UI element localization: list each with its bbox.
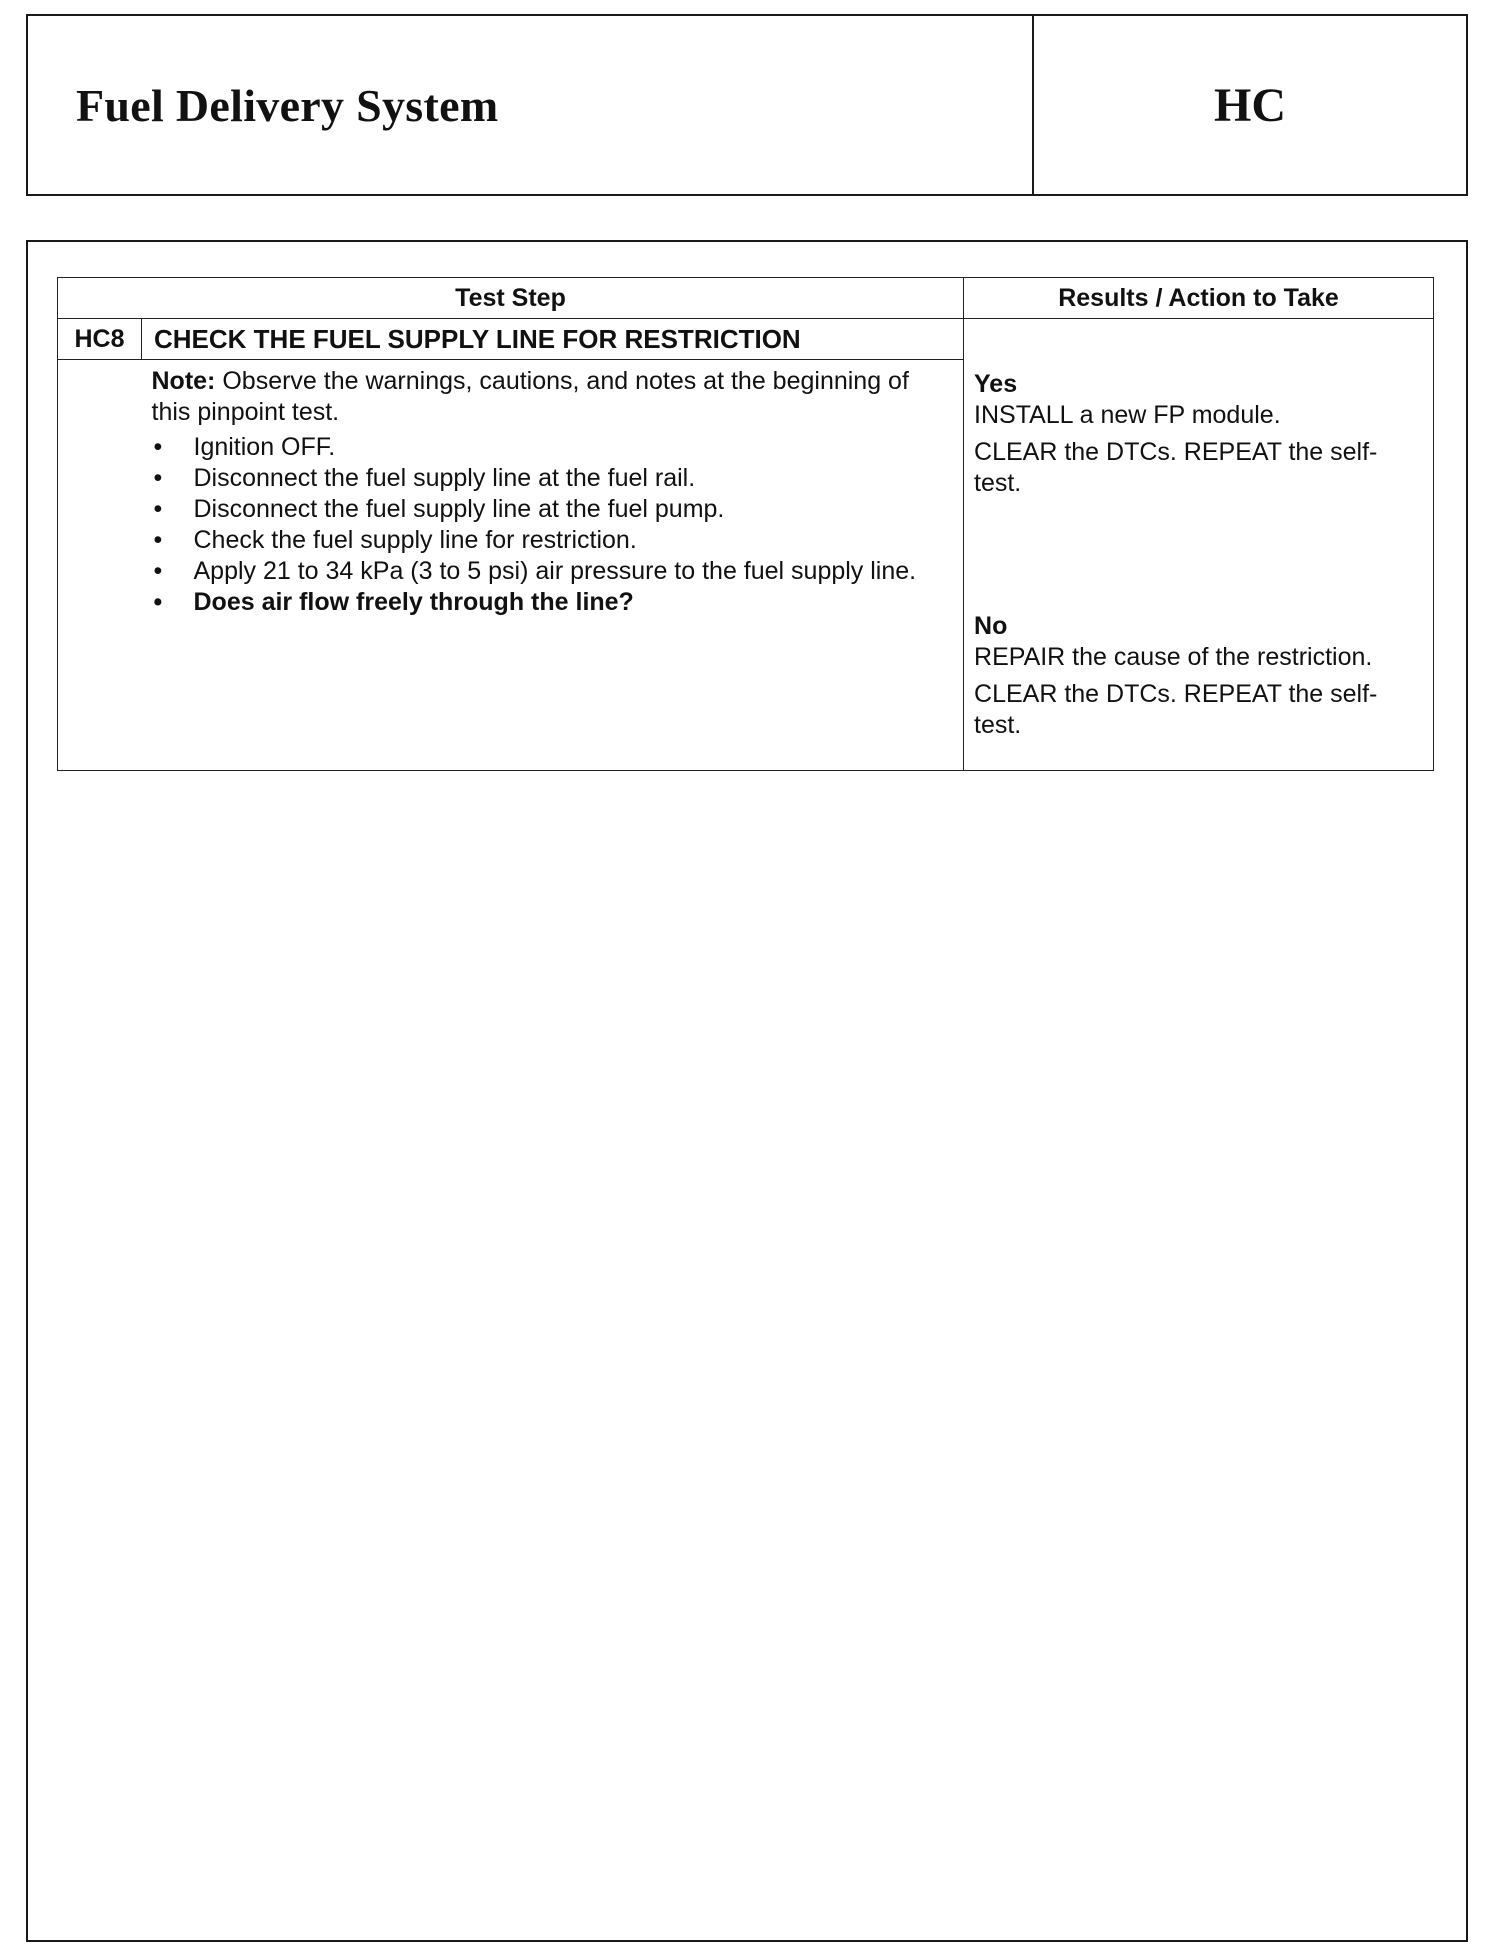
bullet-icon: • xyxy=(153,495,163,523)
bullet-icon: • xyxy=(153,557,163,585)
page-title: Fuel Delivery System xyxy=(76,79,499,131)
list-item-text: Check the fuel supply line for restriction. xyxy=(193,526,637,554)
result-yes xyxy=(974,369,1423,499)
question-text: Does air flow freely through the line? xyxy=(193,588,634,616)
step-body xyxy=(142,360,964,771)
list-item xyxy=(152,525,954,556)
step-title: CHECK THE FUEL SUPPLY LINE FOR RESTRICTION xyxy=(142,319,964,360)
step-note xyxy=(152,366,954,428)
bullet-icon: • xyxy=(153,588,163,616)
step-action-list xyxy=(152,432,954,618)
results-gap xyxy=(974,499,1423,611)
pinpoint-test-table xyxy=(57,277,1434,771)
list-item-text: Ignition OFF. xyxy=(193,433,336,461)
note-label: Note: xyxy=(151,367,216,395)
list-item-question xyxy=(152,587,954,618)
section-code: HC xyxy=(1214,78,1286,132)
step-id: HC8 xyxy=(58,319,142,360)
bullet-icon: • xyxy=(153,433,163,461)
bullet-icon: • xyxy=(153,464,163,492)
step-body-left-spacer xyxy=(58,360,142,771)
results-cell xyxy=(964,319,1434,771)
step-title-row xyxy=(58,319,1434,360)
results-header: Results / Action to Take xyxy=(964,278,1434,319)
header-code-cell xyxy=(1034,16,1466,194)
result-no-label: No xyxy=(974,612,1008,640)
test-step-header: Test Step xyxy=(58,278,964,319)
page-header xyxy=(26,14,1468,196)
list-item xyxy=(152,432,954,463)
result-yes-label: Yes xyxy=(974,370,1018,398)
note-text: Observe the warnings, cautions, and notes at the beginning of this pinpoint test. xyxy=(151,367,909,426)
list-item-text: Disconnect the fuel supply line at the fuel pump. xyxy=(193,495,725,523)
list-item-text: Apply 21 to 34 kPa (3 to 5 psi) air pressure to the fuel supply line. xyxy=(193,557,917,585)
result-yes-action-1: INSTALL a new FP module. xyxy=(974,401,1281,429)
bullet-icon: • xyxy=(153,526,163,554)
table-header-row xyxy=(58,278,1434,319)
list-item xyxy=(152,494,954,525)
header-title-cell xyxy=(28,16,1034,194)
list-item xyxy=(152,556,954,587)
list-item-text: Disconnect the fuel supply line at the fuel rail. xyxy=(193,464,696,492)
result-yes-action-2: CLEAR the DTCs. REPEAT the self-test. xyxy=(974,438,1378,497)
result-no xyxy=(974,611,1423,741)
result-no-action-1: REPAIR the cause of the restriction. xyxy=(974,643,1373,671)
list-item xyxy=(152,463,954,494)
result-no-action-2: CLEAR the DTCs. REPEAT the self-test. xyxy=(974,680,1378,739)
results-spacer xyxy=(974,319,1423,369)
